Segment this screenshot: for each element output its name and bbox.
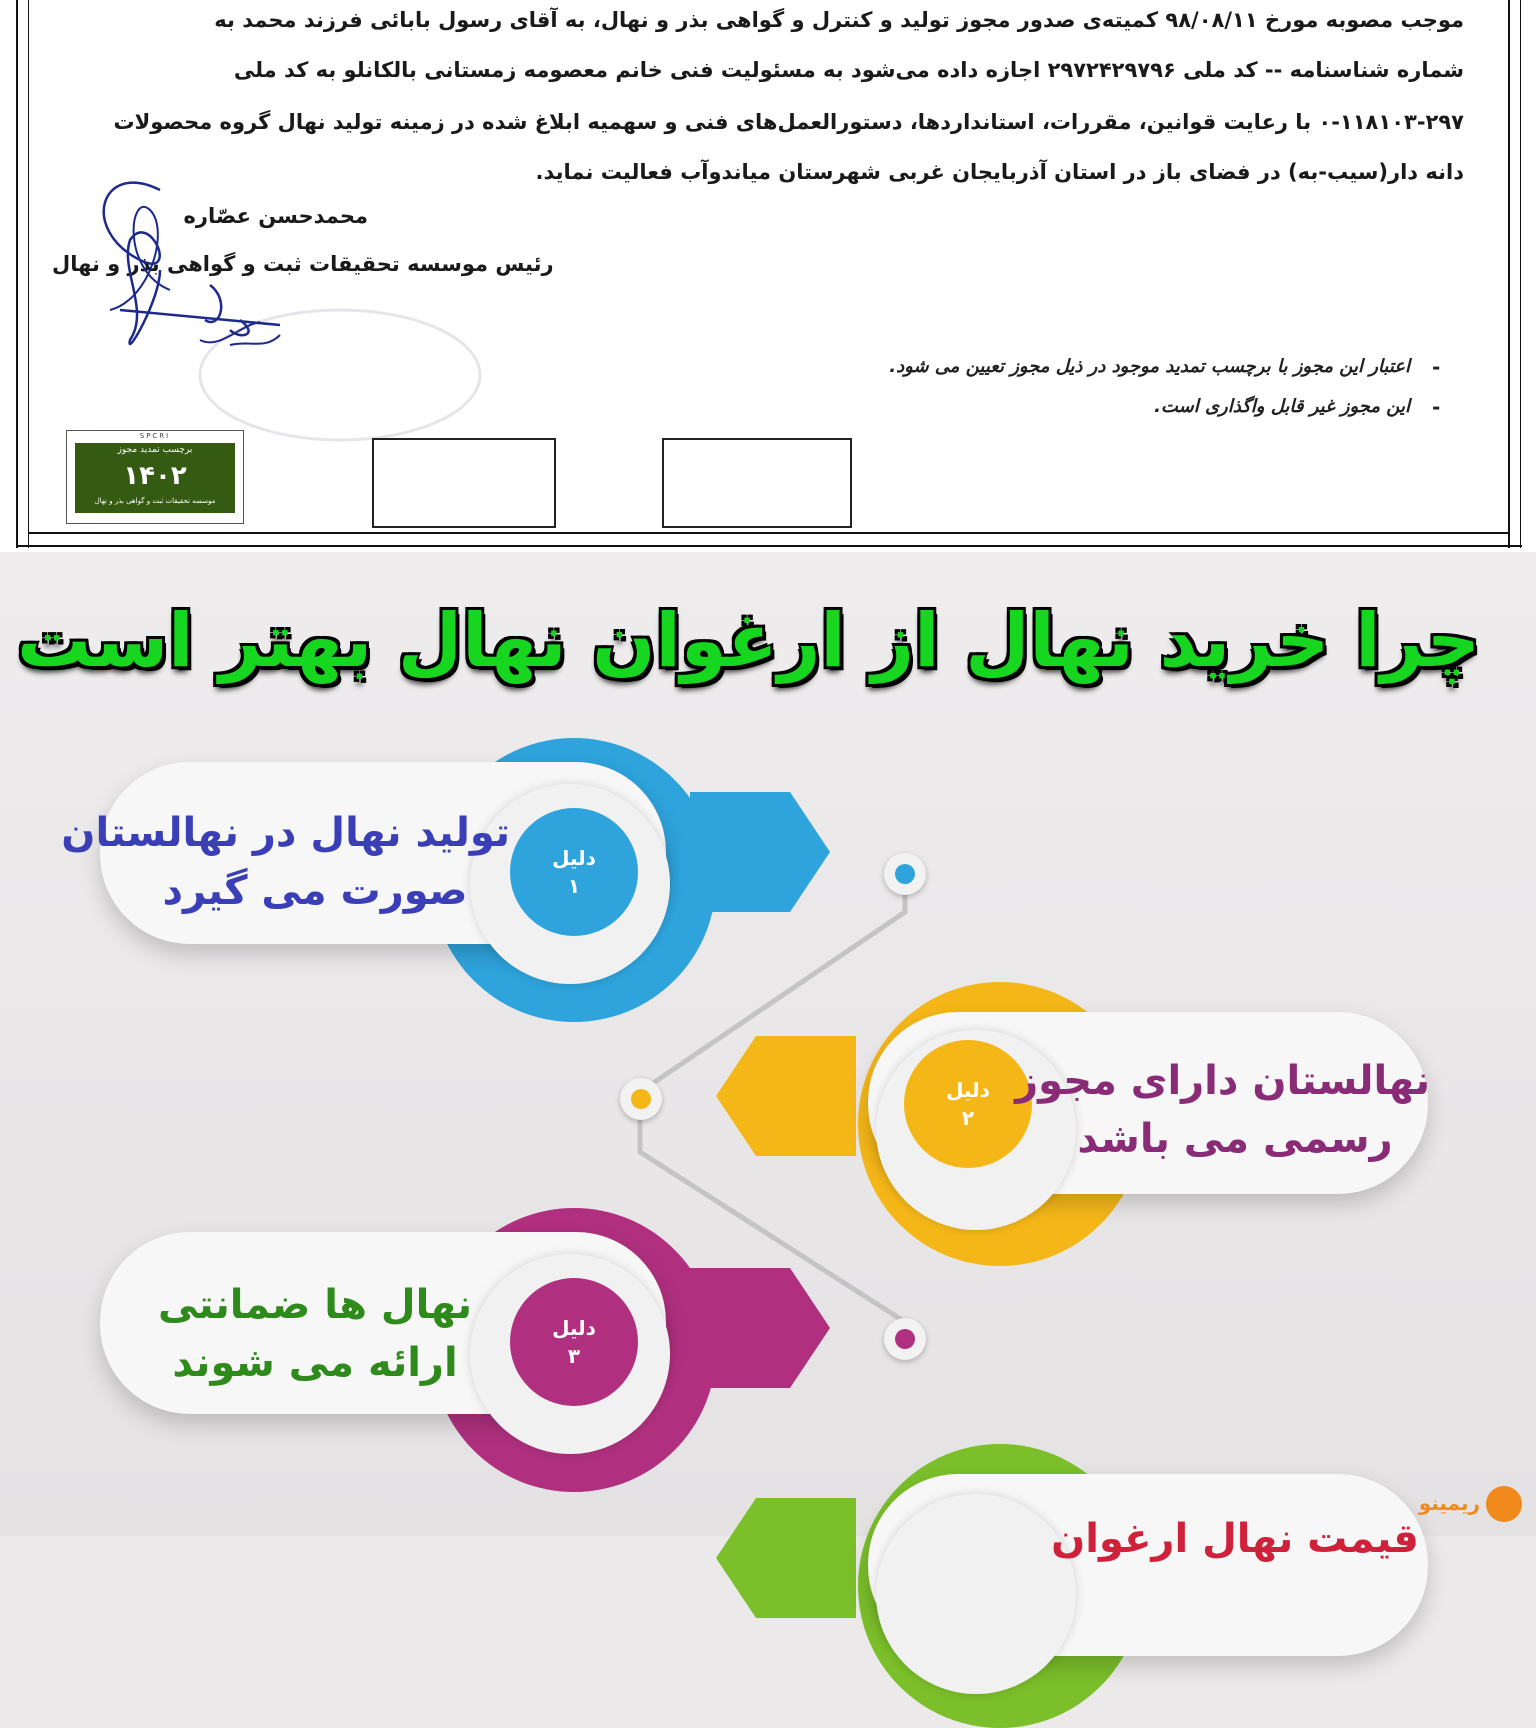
empty-stamp-box [662, 438, 852, 528]
reason-text-2 [1015, 1052, 1430, 1168]
empty-stamp-box [372, 438, 556, 528]
reason-line: صورت می گیرد [162, 868, 468, 914]
badge-number: ۱ [567, 874, 581, 898]
certificate-border-bottom [28, 532, 1508, 534]
certificate-border-left-inner [28, 0, 29, 548]
stamp-inner [75, 443, 235, 513]
stamp-year: ۱۴۰۲ [123, 461, 187, 491]
signer-name: محمدحسن عصّاره [183, 204, 368, 228]
connector-dot-2 [620, 1078, 662, 1120]
brand-logo [1372, 1486, 1522, 1522]
badge-label: دلیل [946, 1078, 990, 1102]
reason-arrow-3 [690, 1268, 830, 1388]
badge-number: ۲ [961, 1106, 975, 1130]
note-bullet: - [1432, 355, 1441, 379]
reason-line: نهالستان دارای مجوز [1015, 1058, 1430, 1104]
certificate-text-line: شماره شناسنامه -- کد ملی ۲۹۷۲۴۲۹۷۹۶ اجازه داده می‌شود به مسئولیت فنی خانم معصومه زمستانی بالکانلو به کد ملی [233, 58, 1464, 82]
reason-text-3 [120, 1276, 510, 1392]
certificate-text-line: ۰-۱۱۸۱۰۳-۲۹۷ با رعایت قوانین، مقررات، استانداردها، دستورالعمل‌های فنی و سهمیه ابلاغ شده در زمینه تولید نهال گروه محصولات [113, 110, 1464, 134]
reason-badge-1 [510, 808, 638, 936]
reasons-infographic [0, 552, 1536, 1562]
stamp-footer: موسسه تحقیقات ثبت و گواهی بذر و نهال [94, 497, 216, 505]
reason-line: نهال ها ضمانتی [157, 1282, 473, 1328]
certificate-text-line: موجب مصوبه مورخ ۹۸/۰۸/۱۱ کمیته‌ی صدور مجوز تولید و کنترل و گواهی بذر و نهال، به آقای رسول بابائی فرزند محمد به [214, 8, 1464, 32]
reason-line: قیمت نهال ارغوان [1051, 1516, 1419, 1562]
connector-dot-3 [884, 1318, 926, 1360]
reason-badge-2 [904, 1040, 1032, 1168]
brand-logo-text: ریمینو [1418, 1491, 1480, 1515]
certificate-border-bottom-outer [16, 545, 1522, 547]
badge-number: ۳ [567, 1344, 581, 1368]
reason-line: رسمی می باشد [1077, 1116, 1393, 1162]
certificate-border-right [1508, 0, 1510, 548]
infographic-title: چرا خرید نهال از ارغوان نهال بهتر است [17, 598, 1480, 684]
connector-dot-1 [884, 853, 926, 895]
reason-badge-3 [510, 1278, 638, 1406]
brand-logo-icon [1486, 1486, 1522, 1522]
renewal-stamp [66, 430, 244, 524]
certificate-note: این مجوز غیر قابل واگذاری است. [1154, 396, 1410, 417]
reason-arrow-1 [690, 792, 830, 912]
certificate-note: اعتبار این مجوز با برچسب تمدید موجود در ذیل مجوز تعیین می شود. [889, 356, 1410, 377]
badge-label: دلیل [552, 1316, 596, 1340]
reason-line: ارائه می شوند [172, 1340, 458, 1386]
signature-and-seal [90, 150, 490, 440]
badge-label: دلیل [552, 846, 596, 870]
certificate-text-line: دانه دار(سیب-به) در فضای باز در استان آذربایجان غربی شهرستان میاندوآب فعالیت نماید. [535, 160, 1464, 184]
reason-arrow-4 [716, 1498, 856, 1618]
stamp-header: برچسب تمدید مجوز [117, 445, 193, 455]
stamp-border-text: SPCRI [139, 432, 171, 440]
note-bullet: - [1432, 395, 1441, 419]
license-certificate [0, 0, 1536, 552]
certificate-border-left [16, 0, 18, 548]
certificate-border-right-inner [1520, 0, 1521, 548]
signer-title: رئیس موسسه تحقیقات ثبت و گواهی بذر و نهال [52, 252, 554, 276]
reason-text-1 [61, 804, 510, 920]
reason-line: تولید نهال در نهالستان [61, 810, 510, 856]
reason-arrow-2 [716, 1036, 856, 1156]
